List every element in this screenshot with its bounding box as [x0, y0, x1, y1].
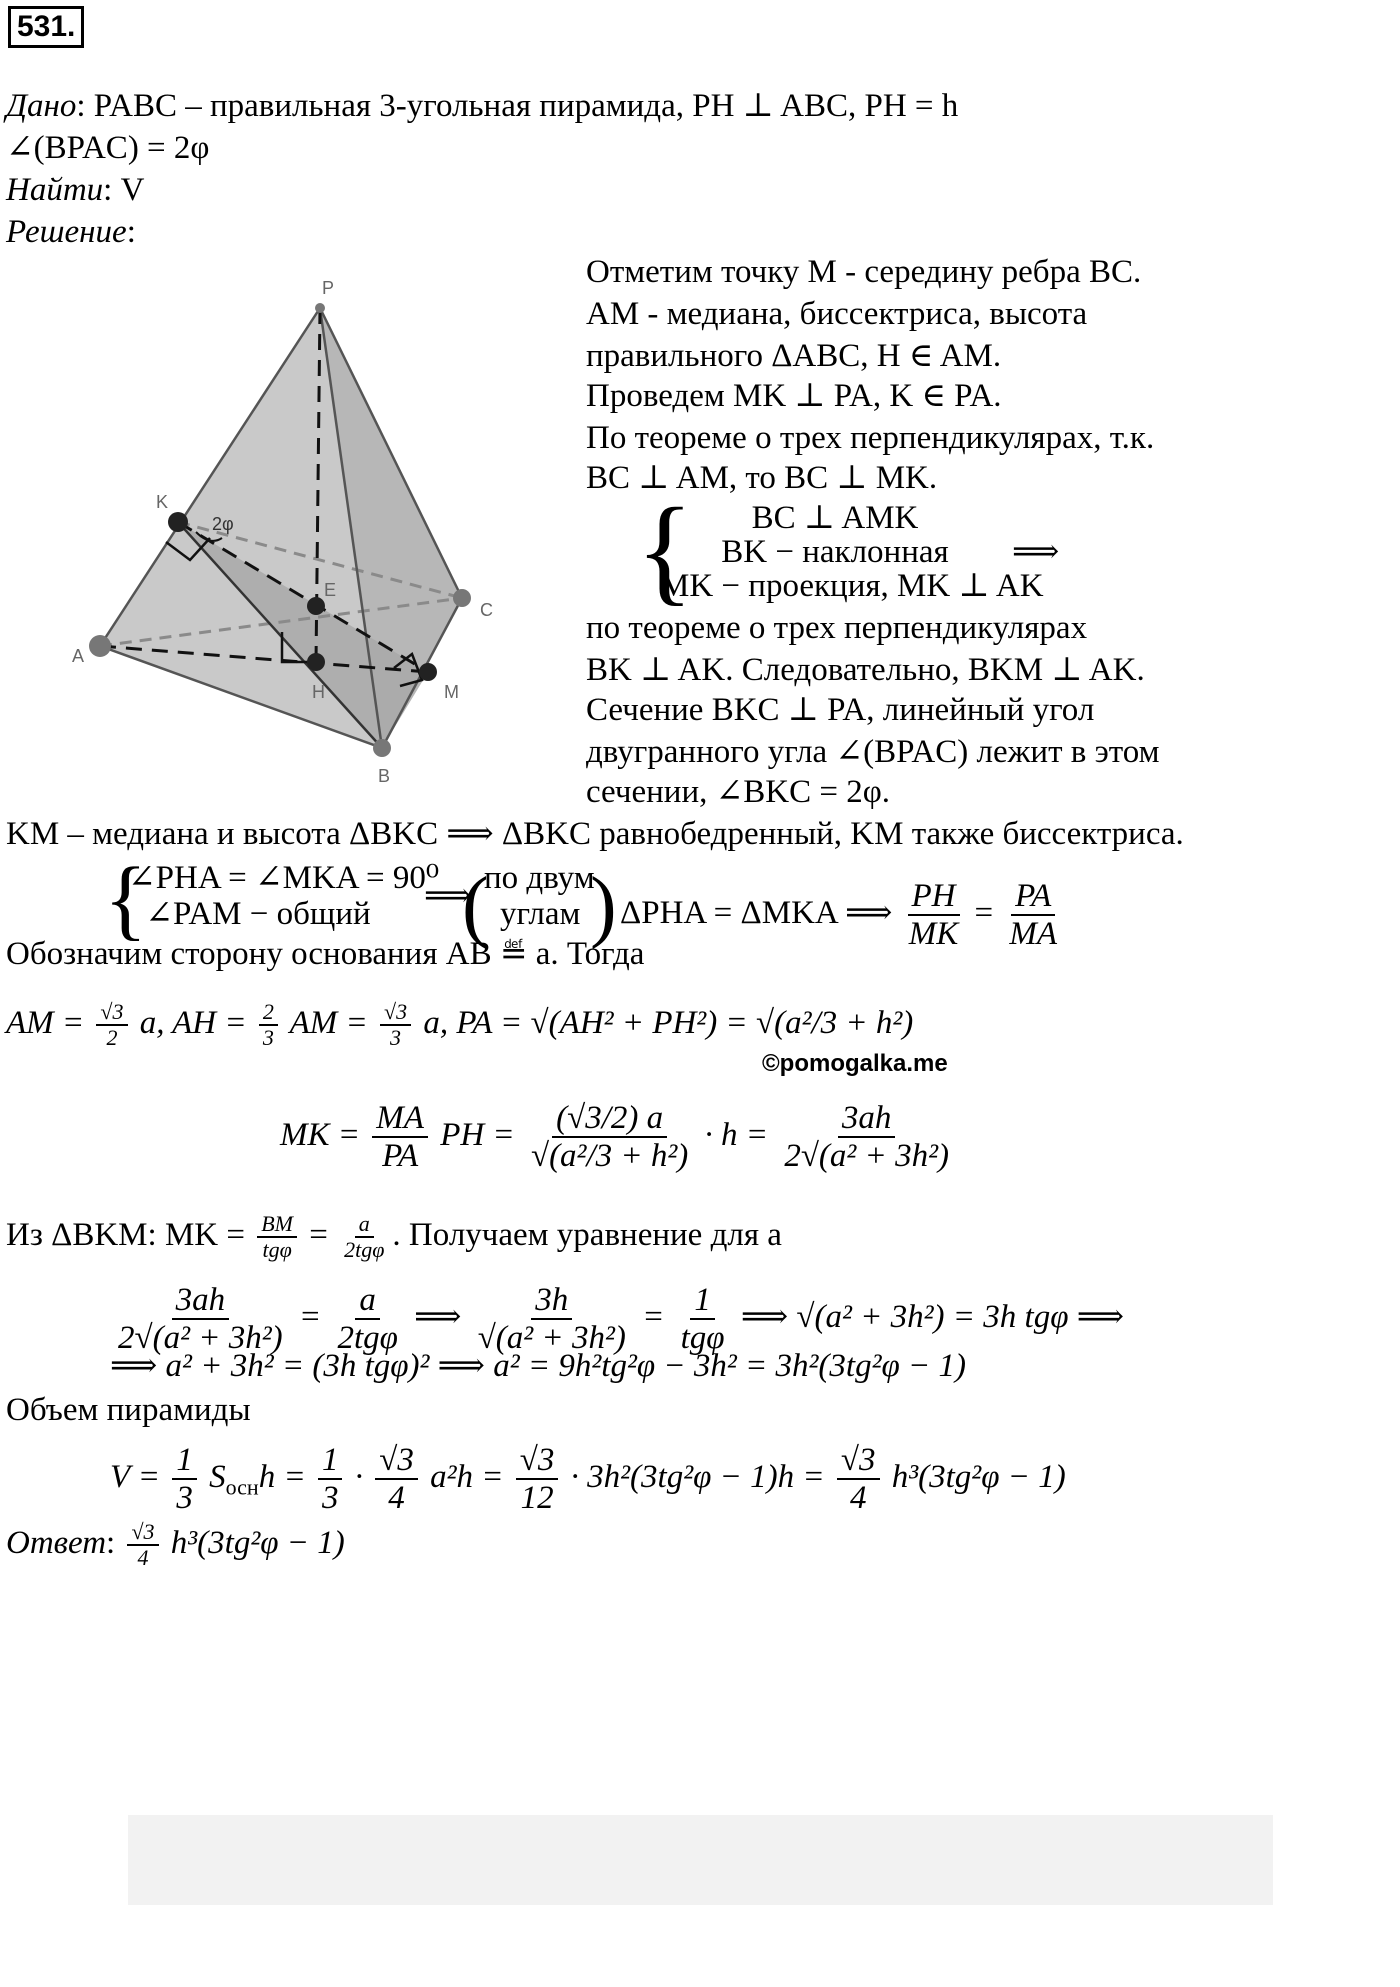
frac-pa: PA [1011, 878, 1055, 916]
given-line-1 [6, 86, 958, 126]
volume-highlight [128, 1815, 1273, 1905]
eq-mk-f3d: 2√(a² + 3h²) [784, 1138, 949, 1175]
point-e [307, 597, 325, 615]
label-angle: 2φ [212, 514, 234, 534]
label-e: E [324, 580, 337, 600]
from-bkm-frac1 [257, 1212, 297, 1262]
solve1-s2: ⟹ [414, 1298, 462, 1335]
from-bkm-eq: = [309, 1216, 328, 1253]
vol-s3: · [354, 1458, 363, 1495]
solution-line [6, 212, 136, 252]
notation-line: Обозначим сторону основания AB ≝ a. Тогда [6, 936, 645, 972]
solve1-f3d: √(a² + 3h²) [477, 1320, 626, 1357]
vol-f4d: 12 [520, 1480, 554, 1517]
system1-arrow: ⟹ [1012, 534, 1060, 570]
problem-number: 531. [8, 6, 84, 48]
vol-s2: h = [258, 1458, 306, 1495]
vol-frac5 [837, 1442, 880, 1517]
point-k [168, 512, 188, 532]
vol-s5: · 3h²(3tg²φ − 1)h = [570, 1458, 825, 1495]
point-p [315, 303, 325, 313]
vol-s6: h³(3tg²φ − 1) [891, 1458, 1066, 1495]
eq-am-frac2 [259, 1000, 278, 1050]
given-label: Дано [6, 88, 77, 124]
from-bkm-pre: Из ΔBKM: MK = [6, 1216, 245, 1253]
from-bkm-f2n: a [355, 1212, 374, 1238]
right2-line-2: BK ⊥ AK. Следовательно, BKM ⊥ AK. [586, 652, 1145, 688]
vol-f5n: √3 [837, 1442, 880, 1480]
right2-line-4: двугранного угла ∠(BPAC) лежит в этом [586, 734, 1160, 770]
vol-f2d: 3 [321, 1480, 339, 1517]
right2-line-3: Сечение BKC ⊥ PA, линейный угол [586, 692, 1095, 728]
eq-mk-f2d: √(a²/3 + h²) [530, 1138, 689, 1175]
right2-line-5: сечении, ∠BKC = 2φ. [586, 774, 891, 810]
given-line-2: ∠(BPAC) = 2φ [6, 130, 210, 166]
solve1-f2d: 2tgφ [337, 1320, 398, 1357]
right-line-2: AM - медиана, биссектриса, высота [586, 296, 1088, 332]
answer-line [6, 1520, 345, 1570]
label-m: M [444, 682, 459, 702]
right2-line-1: по теореме о трех перпендикулярах [586, 610, 1088, 646]
watermark: ©pomogalka.me [762, 1050, 948, 1077]
point-m [419, 663, 437, 681]
system2-tail-text: ΔPHA = ΔMKA ⟹ [620, 894, 893, 931]
solve1-s4: ⟹ √(a² + 3h²) = 3h tgφ ⟹ [740, 1298, 1125, 1335]
right-line-4: Проведем MK ⊥ PA, K ∈ PA. [586, 378, 1002, 414]
paren-right: ) [590, 862, 617, 950]
from-bkm-line [6, 1212, 782, 1262]
volume-label: Объем пирамиды [6, 1392, 251, 1428]
eq-am-a1: AM = [6, 1004, 85, 1041]
paren-row-1: по двум [484, 860, 595, 896]
solve1-f4d: tgφ [680, 1320, 725, 1357]
paren-left: ( [462, 862, 489, 950]
solve1-f3n: 3h [531, 1282, 572, 1320]
frac-ma: MA [1009, 916, 1058, 953]
vol-f5d: 4 [849, 1480, 867, 1517]
system2-row-2: ∠PAM − общий [145, 896, 371, 932]
system2-row-1: ∠PHA = ∠MKA = 90⁰ [128, 860, 440, 896]
solve1-f2n: a [355, 1282, 380, 1320]
eq-am-frac1 [96, 1000, 127, 1050]
find-text: : V [103, 172, 145, 208]
system1-row-2: BK − наклонная [721, 534, 949, 570]
system1-row-1: BC ⊥ AMK [751, 500, 919, 536]
vol-frac4 [516, 1442, 559, 1517]
eq-am-f1n: √3 [96, 1000, 127, 1026]
eq-am-f3n: √3 [380, 1000, 411, 1026]
pyramid-figure [60, 270, 660, 810]
eq-mk-f1n: MA [372, 1100, 428, 1138]
eq-am-frac3 [380, 1000, 411, 1050]
vol-f1n: 1 [172, 1442, 197, 1480]
vol-frac3 [375, 1442, 418, 1517]
solution-colon: : [126, 214, 136, 250]
system2-tail [620, 878, 1065, 953]
answer-label: Ответ [6, 1524, 107, 1561]
answer-frac [127, 1520, 158, 1570]
eq-mk-f2n: (√3/2) a [552, 1100, 667, 1138]
label-b: B [378, 766, 391, 786]
system1-brace: { [636, 483, 694, 616]
find-line [6, 170, 144, 210]
eq-am-f2n: 2 [259, 1000, 278, 1026]
frac-ph-mk [905, 878, 963, 953]
label-h: H [312, 682, 325, 702]
eq-am-f3d: 3 [390, 1025, 402, 1051]
point-b [373, 739, 391, 757]
answer-text: h³(3tg²φ − 1) [170, 1524, 345, 1561]
solve1-f1d: 2√(a² + 3h²) [118, 1320, 283, 1357]
eq-mk-frac2 [527, 1100, 692, 1175]
vol-pre: V = [110, 1458, 161, 1495]
label-p: P [322, 278, 335, 298]
system2-arrow: ⟹ [424, 878, 472, 914]
frac-ph: PH [908, 878, 960, 916]
eq-solve-2: ⟹ a² + 3h² = (3h tgφ)² ⟹ a² = 9h²tg²φ − 3h² = 3h²(3tg²φ − 1) [110, 1348, 967, 1384]
label-c: C [480, 600, 493, 620]
system1-row-3: MK − проекция, MK ⊥ AK [660, 568, 1044, 604]
solve1-s3: = [642, 1298, 665, 1335]
eq-am-f2d: 3 [262, 1025, 274, 1051]
eq-mk-frac3 [780, 1100, 953, 1175]
vol-f2n: 1 [318, 1442, 343, 1480]
vol-f4n: √3 [516, 1442, 559, 1480]
from-bkm-frac2 [340, 1212, 388, 1262]
eq-mk-dot: · h = [704, 1116, 769, 1153]
label-a: A [72, 646, 85, 666]
solve1-s1: = [298, 1298, 322, 1335]
right-line-3: правильного ΔABC, H ∈ AM. [586, 338, 1002, 374]
system2-brace: { [104, 850, 148, 949]
eq-am-a4: a, PA = √(AH² + PH²) = [423, 1004, 748, 1041]
solve1-f1n: 3ah [172, 1282, 230, 1320]
right-line-5: По теореме о трех перпендикулярах, т.к. [586, 420, 1155, 456]
point-h [307, 653, 325, 671]
vol-f3d: 4 [388, 1480, 405, 1517]
paren-row-2: углам [500, 896, 581, 932]
given-text: : PABC – правильная 3-угольная пирамида, PH ⊥ ABC, PH = h [76, 88, 959, 124]
solution-label: Решение [6, 214, 127, 250]
vol-s1: S [209, 1458, 226, 1495]
answer-fd: 4 [137, 1545, 149, 1571]
eq-mk-frac1 [372, 1100, 428, 1175]
from-bkm-f2d: 2tgφ [344, 1237, 385, 1263]
eq-sign: = [974, 894, 994, 931]
km-line: KM – медиана и высота ΔBKC ⟹ ΔBKC равнобедренный, KM также биссектриса. [6, 816, 1184, 852]
vol-frac2 [318, 1442, 343, 1517]
frac-pa-ma [1005, 878, 1061, 953]
from-bkm-f1d: tgφ [262, 1237, 292, 1263]
vol-s4: a²h = [430, 1458, 504, 1495]
find-label: Найти [6, 172, 104, 208]
vol-f1d: 3 [176, 1480, 193, 1517]
eq-volume [110, 1442, 1066, 1517]
eq-am-a3: AM = [289, 1004, 368, 1041]
eq-mk-lhs: MK = [280, 1116, 361, 1153]
solve1-f4n: 1 [690, 1282, 715, 1320]
frac-mk: MK [908, 916, 959, 953]
from-bkm-post: . Получаем уравнение для a [392, 1216, 782, 1253]
right-line-1: Отметим точку M - середину ребра BC. [586, 254, 1142, 290]
point-c [453, 589, 471, 607]
eq-mk-f3n: 3ah [838, 1100, 896, 1138]
right-line-6: BC ⊥ AM, то BC ⊥ MK. [586, 460, 938, 496]
eq-am [6, 1000, 913, 1050]
answer-colon: : [106, 1524, 116, 1561]
point-a [89, 635, 111, 657]
eq-mk-mid: PH = [440, 1116, 515, 1153]
vol-sub: осн [225, 1474, 259, 1500]
eq-mk-f1d: PA [382, 1138, 419, 1175]
eq-am-f1d: 2 [106, 1025, 118, 1051]
eq-am-a2: a, AH = [139, 1004, 247, 1041]
label-k: K [156, 492, 169, 512]
from-bkm-f1n: BM [257, 1212, 297, 1238]
vol-f3n: √3 [375, 1442, 418, 1480]
eq-am-rad: √(a²/3 + h²) [755, 1004, 914, 1041]
eq-mk [280, 1100, 957, 1175]
vol-frac1 [172, 1442, 197, 1517]
answer-fn: √3 [127, 1520, 158, 1546]
